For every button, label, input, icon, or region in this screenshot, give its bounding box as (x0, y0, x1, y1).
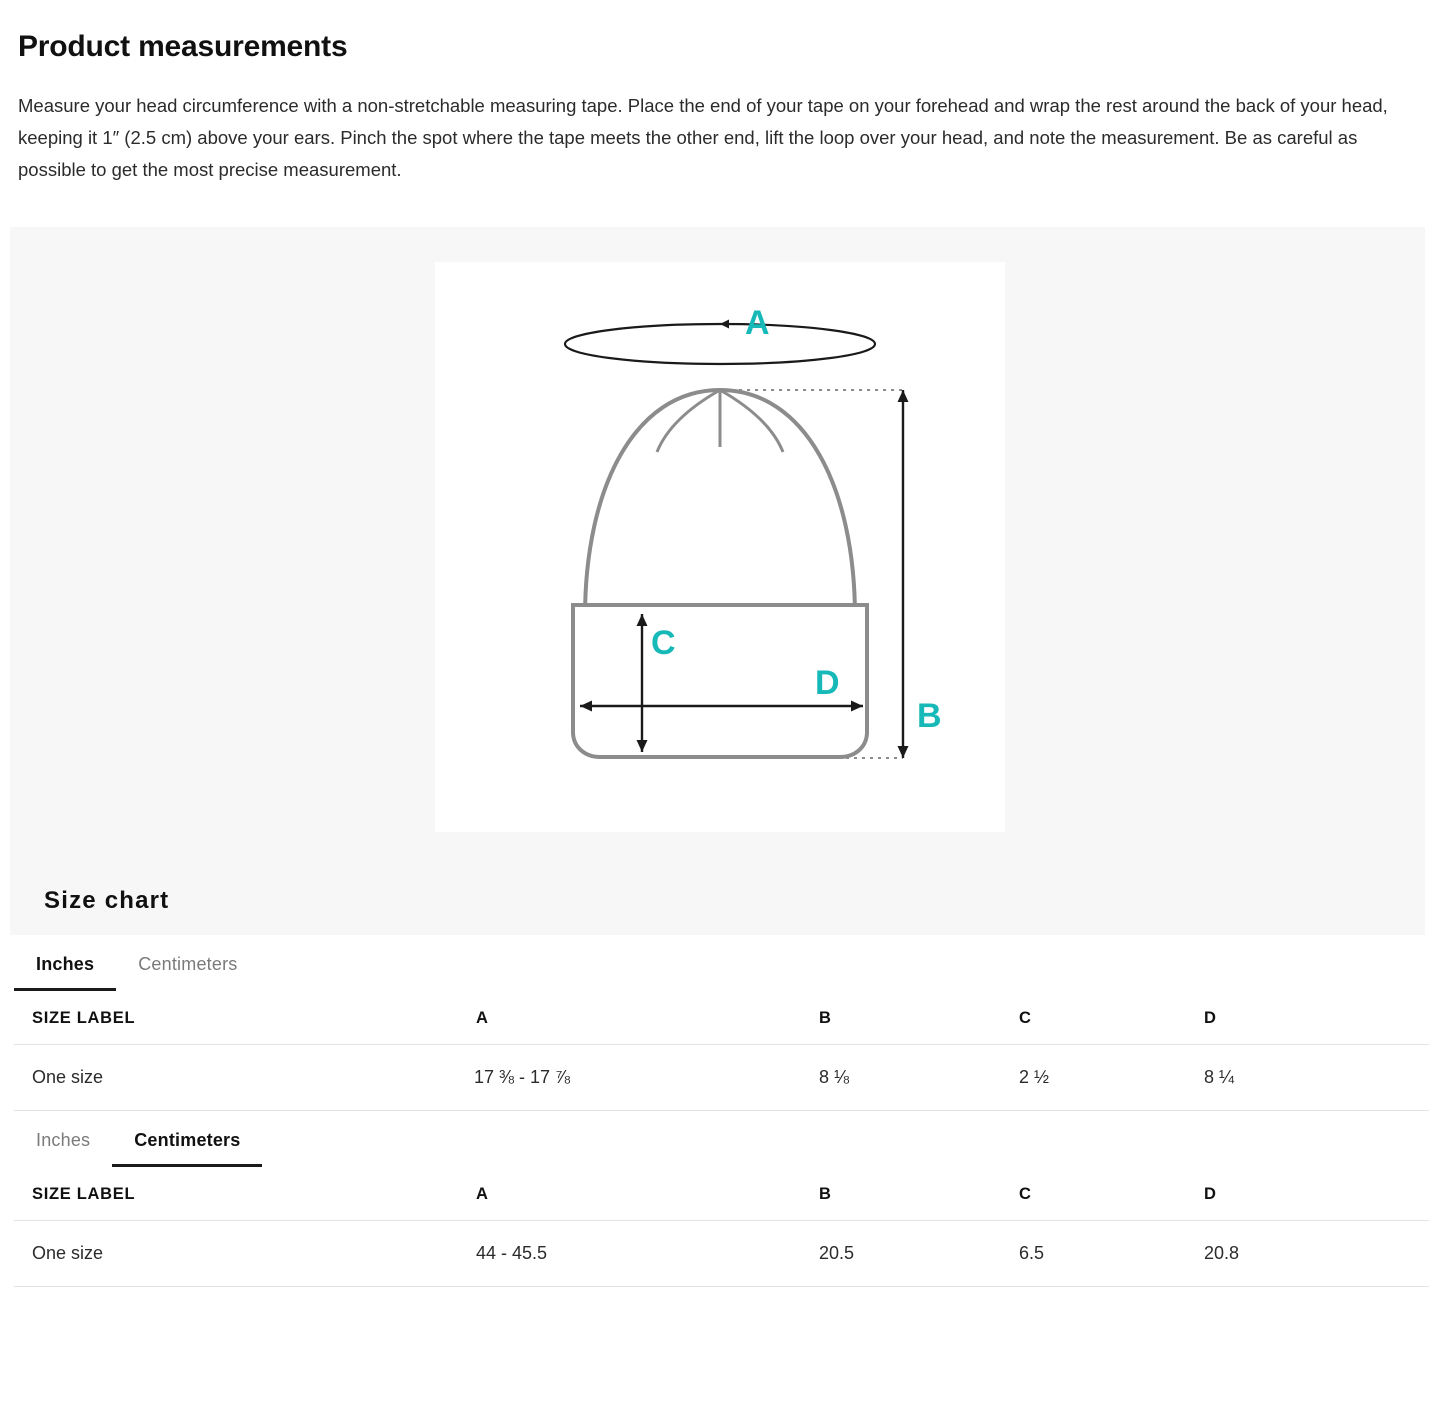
column-b: B (819, 991, 1019, 1045)
cell-a: 17 ⅜ - 17 ⅞ (474, 1045, 819, 1111)
svg-text:C: C (651, 624, 676, 663)
table-header-row (14, 1167, 1429, 1221)
cell-d: 8 ¼ (1204, 1045, 1429, 1111)
cell-c: 2 ½ (1019, 1045, 1204, 1111)
size-chart-header (10, 867, 1425, 935)
size-table-inches (14, 991, 1429, 1111)
cell-a: 44 - 45.5 (474, 1221, 819, 1287)
table-header-row (14, 991, 1429, 1045)
cell-size-label: One size (14, 1045, 474, 1111)
column-c: C (1019, 991, 1204, 1045)
product-measurements-page (0, 30, 1445, 1287)
cell-b: 20.5 (819, 1221, 1019, 1287)
table-row (14, 1045, 1429, 1111)
column-c: C (1019, 1167, 1204, 1221)
tab-inches-2[interactable]: Inches (36, 1130, 91, 1151)
column-size-label: SIZE LABEL (14, 991, 474, 1045)
column-b: B (819, 1167, 1019, 1221)
column-size-label: SIZE LABEL (14, 1167, 474, 1221)
unit-tabs-centimeters[interactable] (14, 1111, 1445, 1167)
size-table-centimeters (14, 1167, 1429, 1287)
measurement-instructions: Measure your head circumference with a non-stretchable measuring tape. Place the end of your tape on your forehead and wrap the rest around the back of your head, keeping it 1″ (2.5 cm) above your ears. Pinch the spot where the tape meets the other end, lift the loop over your head, and note the measurement. Be as careful as possible to get the most precise measurement. (18, 95, 1388, 180)
cell-d: 20.8 (1204, 1221, 1429, 1287)
table-row (14, 1221, 1429, 1287)
svg-text:D: D (815, 664, 840, 703)
column-d: D (1204, 1167, 1429, 1221)
column-d: D (1204, 991, 1429, 1045)
svg-text:A: A (745, 304, 770, 343)
cell-c: 6.5 (1019, 1221, 1204, 1287)
unit-tabs-inches[interactable] (14, 935, 1445, 991)
cell-b: 8 ⅛ (819, 1045, 1019, 1111)
beanie-diagram-panel (10, 227, 1425, 867)
size-chart-title: Size chart (44, 887, 170, 915)
column-a: A (474, 1167, 819, 1221)
svg-text:B: B (917, 697, 942, 736)
beanie-diagram-image (435, 262, 1005, 832)
tab-centimeters-2[interactable]: Centimeters (112, 1130, 262, 1167)
tab-inches[interactable]: Inches (14, 954, 116, 991)
tab-centimeters[interactable]: Centimeters (138, 954, 238, 975)
cell-size-label: One size (14, 1221, 474, 1287)
page-title: Product measurements (18, 30, 348, 63)
column-a: A (474, 991, 819, 1045)
